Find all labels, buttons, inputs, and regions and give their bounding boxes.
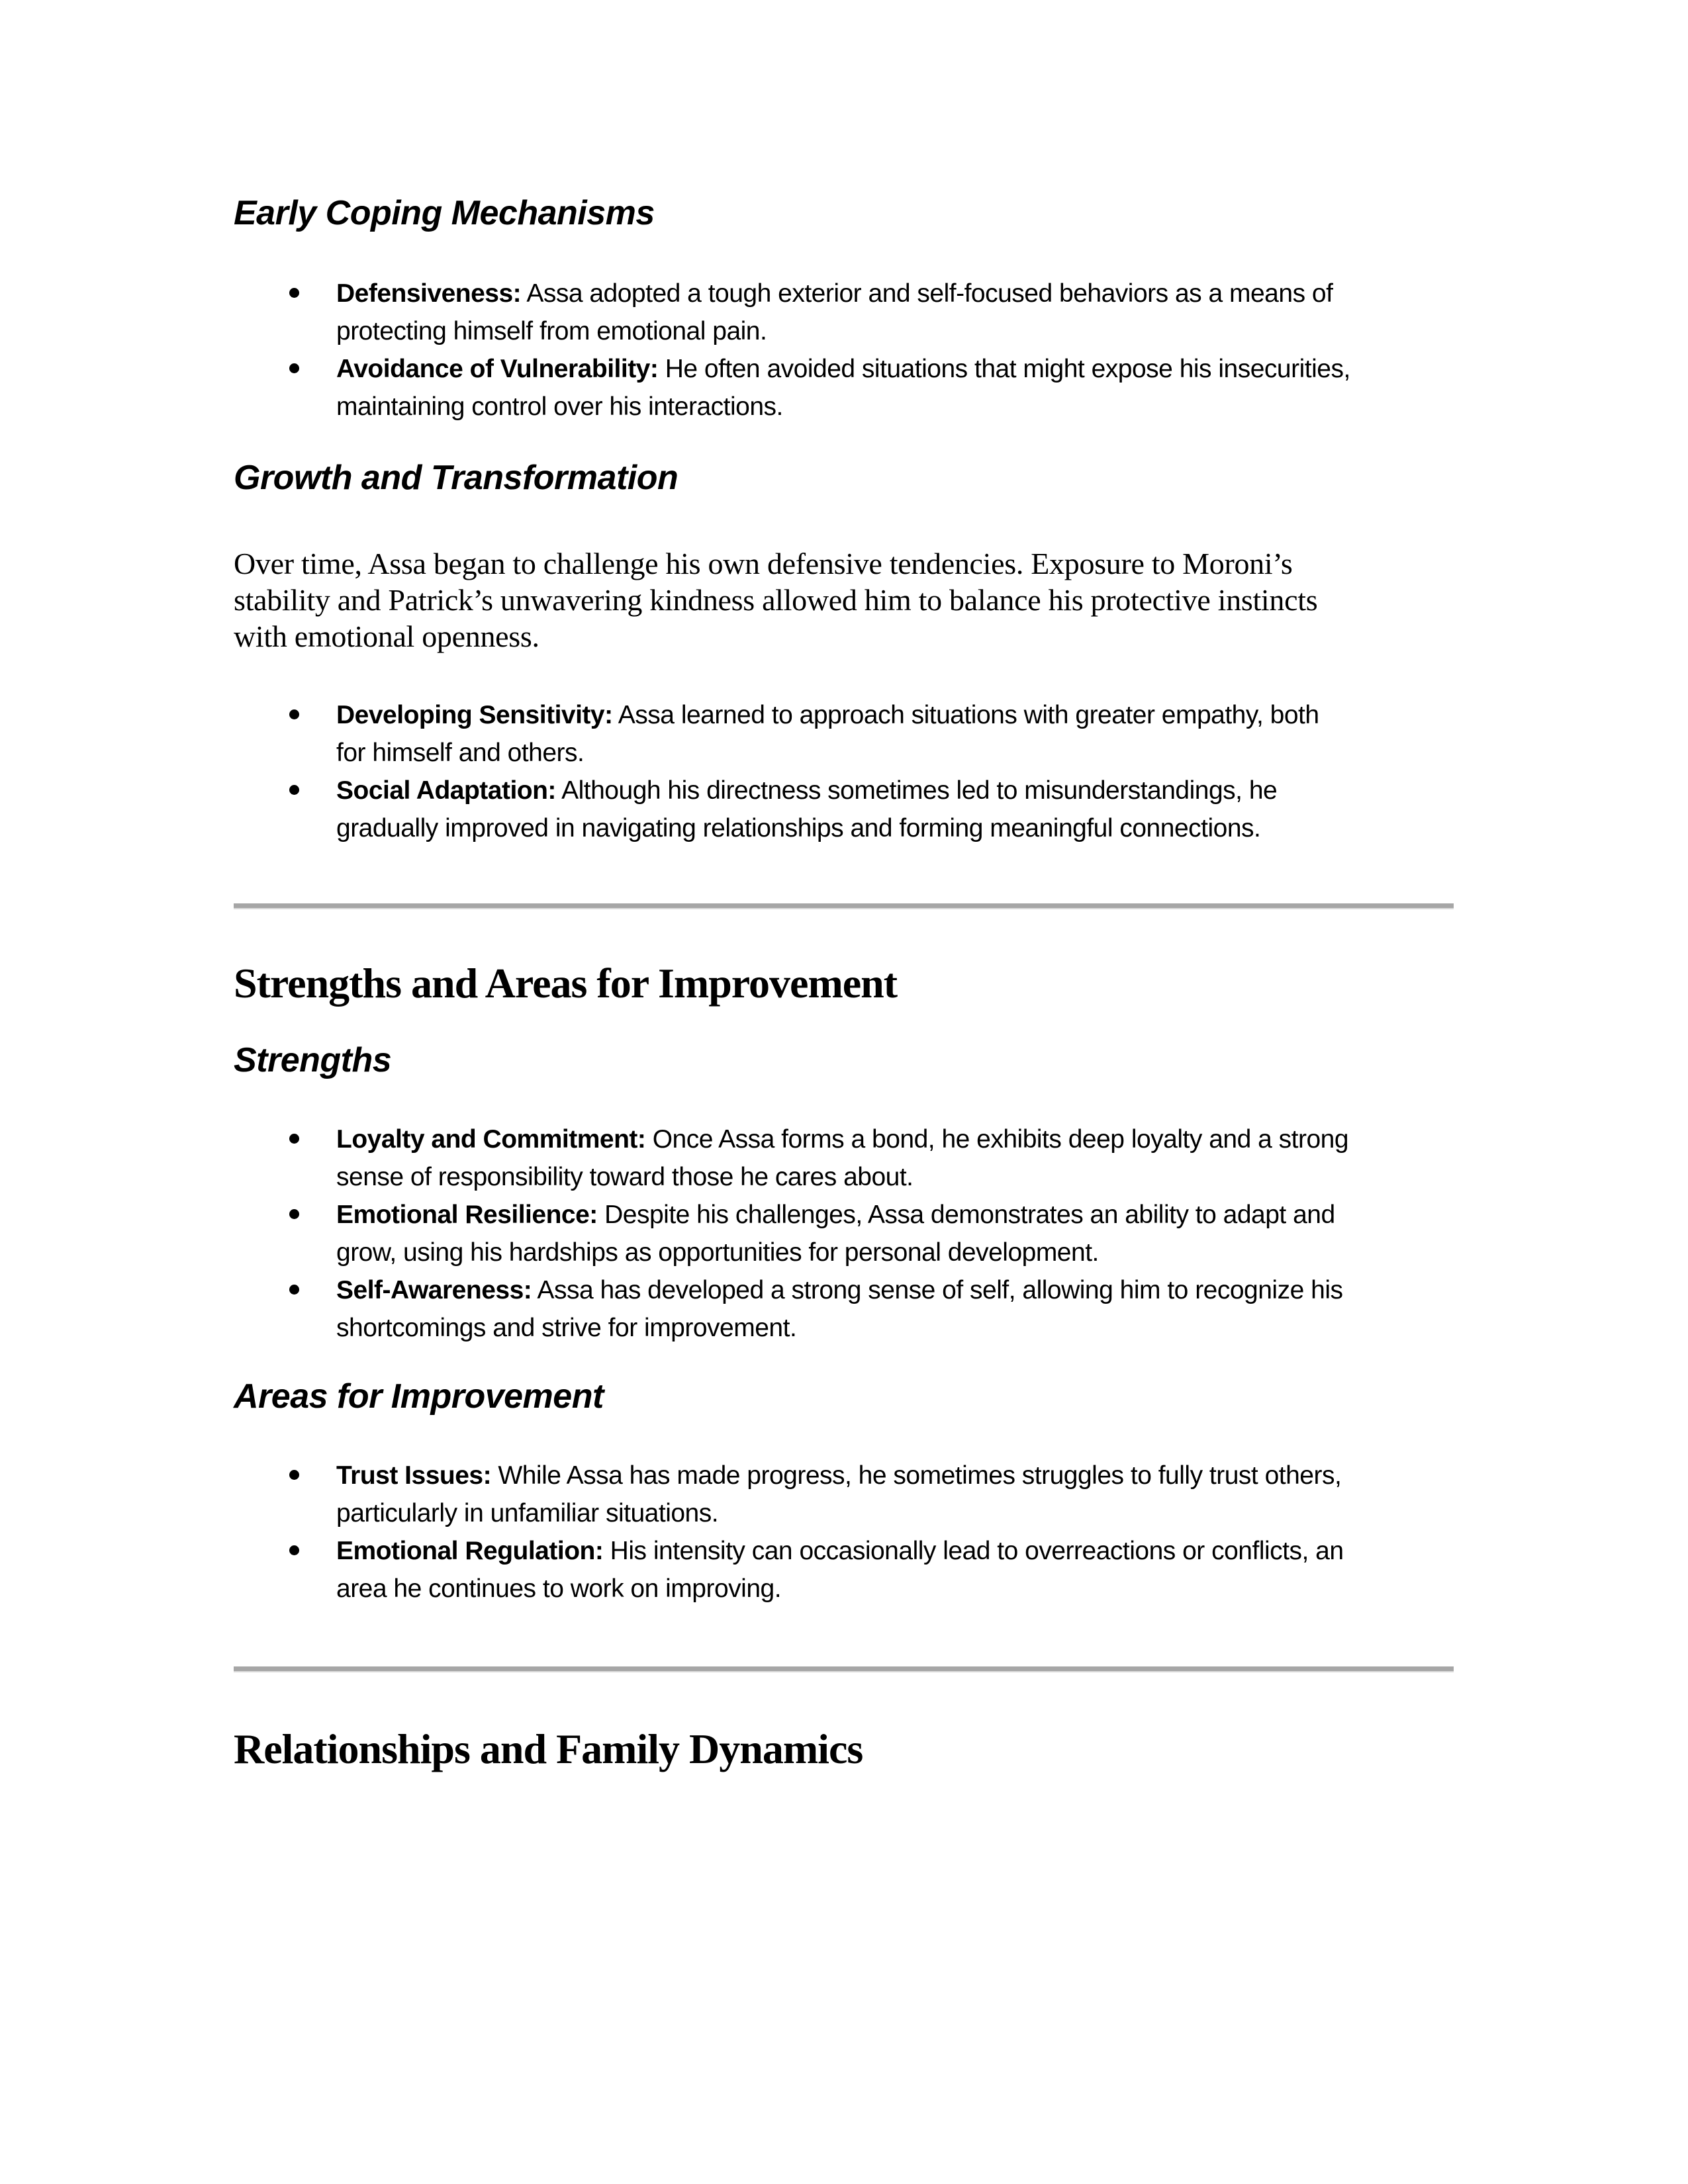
bullet-line: area he continues to work on improving. xyxy=(336,1574,782,1603)
horizontal-rule xyxy=(234,903,1454,909)
bullet-item xyxy=(289,1457,1344,1532)
bullet-lead: Loyalty and Commitment: xyxy=(336,1125,646,1154)
bullet-list-early-coping xyxy=(289,275,1350,426)
bullet-lead: Emotional Resilience: xyxy=(336,1201,598,1229)
bullet-lead: Emotional Regulation: xyxy=(336,1537,604,1565)
bullet-item xyxy=(289,696,1319,772)
heading-relationships-and-family-dynamics: Relationships and Family Dynamics xyxy=(234,1725,863,1772)
bullet-line: protecting himself from emotional pain. xyxy=(336,317,767,345)
bullet-dot-icon xyxy=(289,288,299,298)
bullet-line xyxy=(289,350,1350,388)
bullet-lead: Defensiveness: xyxy=(336,279,522,308)
bullet-line: particularly in unfamiliar situations. xyxy=(336,1499,719,1527)
heading-early-coping-mechanisms: Early Coping Mechanisms xyxy=(234,194,655,232)
horizontal-rule xyxy=(234,1666,1454,1672)
heading-strengths: Strengths xyxy=(234,1041,392,1079)
bullet-text: Assa learned to approach situations with greater empathy, both xyxy=(612,701,1319,729)
bullet-dot-icon xyxy=(289,1285,299,1295)
bullet-text: Despite his challenges, Assa demonstrates an ability to adapt and xyxy=(597,1201,1335,1229)
bullet-line xyxy=(289,772,1319,809)
bullet-list-strengths xyxy=(289,1120,1348,1347)
bullet-dot-icon xyxy=(289,1134,299,1144)
bullet-line: for himself and others. xyxy=(336,739,585,767)
bullet-line xyxy=(289,275,1350,312)
bullet-item xyxy=(289,1196,1348,1271)
bullet-dot-icon xyxy=(289,363,299,373)
bullet-line xyxy=(289,696,1319,734)
bullet-text: Assa has developed a strong sense of self, allowing him to recognize his xyxy=(532,1276,1343,1304)
bullet-line: grow, using his hardships as opportunities for personal development. xyxy=(336,1238,1099,1267)
bullet-line xyxy=(289,1120,1348,1158)
bullet-lead: Avoidance of Vulnerability: xyxy=(336,355,659,383)
bullet-item xyxy=(289,1532,1344,1608)
bullet-item xyxy=(289,772,1319,847)
bullet-list-areas xyxy=(289,1457,1344,1608)
bullet-line: gradually improved in navigating relationships and forming meaningful connections. xyxy=(336,814,1261,842)
bullet-line: maintaining control over his interactions. xyxy=(336,392,783,421)
paragraph-growth xyxy=(234,545,1317,655)
bullet-text: Assa adopted a tough exterior and self-focused behaviors as a means of xyxy=(521,279,1333,308)
heading-growth-and-transformation: Growth and Transformation xyxy=(234,459,679,497)
paragraph-line: stability and Patrick’s unwavering kindness allowed him to balance his protective instincts xyxy=(234,583,1318,617)
bullet-text: Once Assa forms a bond, he exhibits deep loyalty and a strong xyxy=(645,1125,1349,1154)
paragraph-line: with emotional openness. xyxy=(234,619,539,653)
bullet-dot-icon xyxy=(289,1545,299,1555)
bullet-item xyxy=(289,1120,1348,1196)
bullet-text: He often avoided situations that might expose his insecurities, xyxy=(658,355,1350,383)
bullet-item xyxy=(289,275,1350,350)
bullet-dot-icon xyxy=(289,1470,299,1480)
paragraph-line: Over time, Assa began to challenge his own defensive tendencies. Exposure to Moroni’s xyxy=(234,547,1293,580)
bullet-line xyxy=(289,1532,1344,1570)
bullet-item xyxy=(289,1271,1348,1347)
bullet-line xyxy=(289,1196,1348,1234)
bullet-item xyxy=(289,350,1350,426)
bullet-dot-icon xyxy=(289,1209,299,1219)
bullet-text: His intensity can occasionally lead to overreactions or conflicts, an xyxy=(603,1537,1344,1565)
bullet-dot-icon xyxy=(289,785,299,795)
bullet-dot-icon xyxy=(289,709,299,719)
bullet-lead: Developing Sensitivity: xyxy=(336,701,613,729)
bullet-line xyxy=(289,1457,1344,1494)
bullet-lead: Self-Awareness: xyxy=(336,1276,532,1304)
bullet-line: sense of responsibility toward those he cares about. xyxy=(336,1163,914,1191)
bullet-lead: Social Adaptation: xyxy=(336,776,556,805)
bullet-text: Although his directness sometimes led to misunderstandings, he xyxy=(555,776,1278,805)
bullet-lead: Trust Issues: xyxy=(336,1461,492,1490)
bullet-list-growth xyxy=(289,696,1319,847)
bullet-text: While Assa has made progress, he sometimes struggles to fully trust others, xyxy=(491,1461,1342,1490)
heading-areas-for-improvement: Areas for Improvement xyxy=(234,1377,604,1416)
heading-strengths-and-areas-section: Strengths and Areas for Improvement xyxy=(234,960,898,1007)
bullet-line: shortcomings and strive for improvement. xyxy=(336,1314,797,1342)
bullet-line xyxy=(289,1271,1348,1309)
